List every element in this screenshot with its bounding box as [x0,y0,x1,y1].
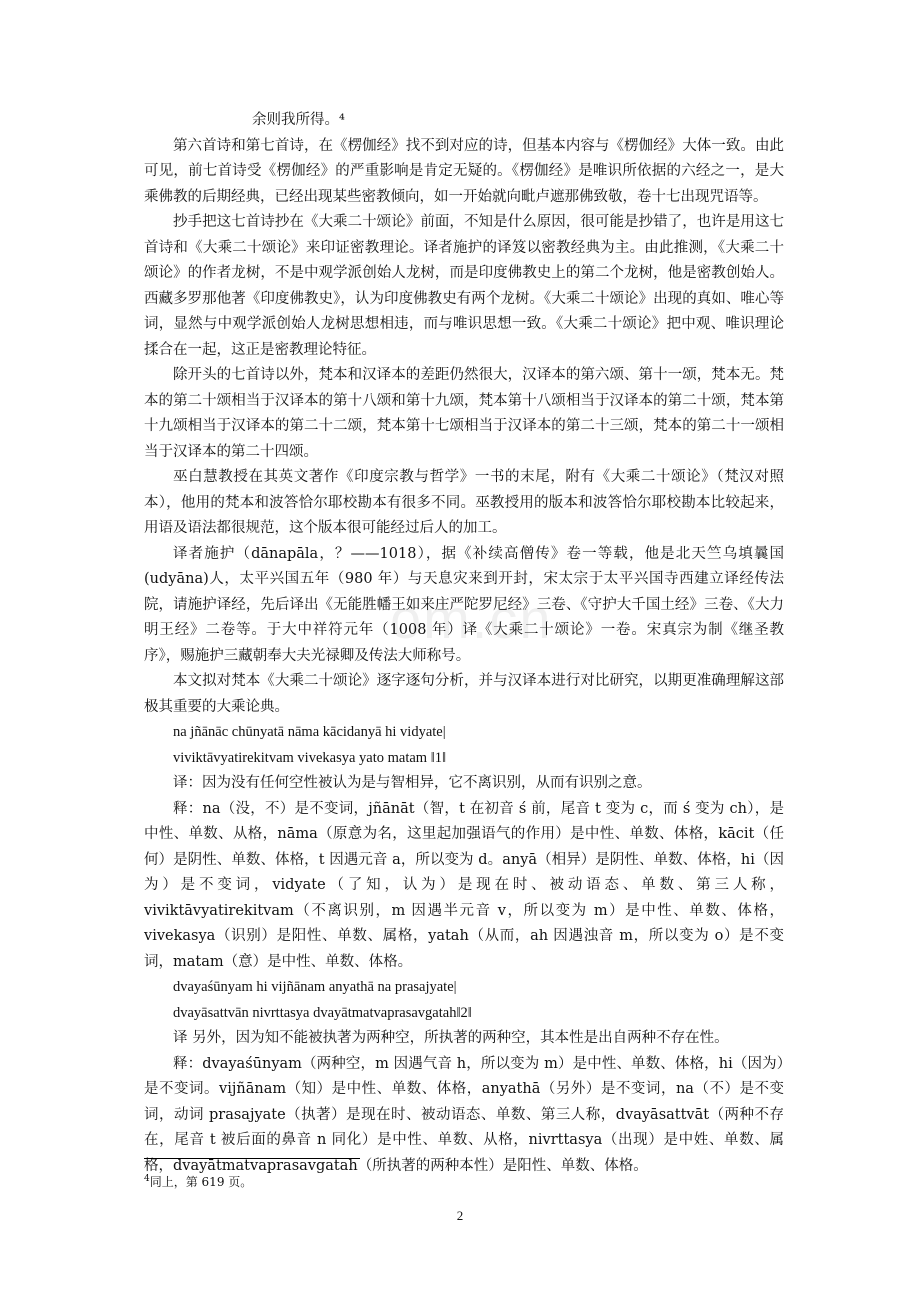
quote-line: 余则我所得。⁴ [252,112,345,128]
explanation-paragraph: 释：dvayaśūnyam（两种空，m 因遇气音 h，所以变为 m）是中性、单数、体格，hi（因为）是不变词。vijñānam（知）是中性、单数、体格，anyathā（另外）是不变词，na（不）是不变词，动词 prasajyate（执著）是现在时、被动语态、单数、第三人称，dvayāsattvāt（两种不存在，尾音 t 被后面的鼻音 n 同化）是中性、单数、从格，nivrttasya（出现）是中姓、单数、属格，dvayātmatvaprasavgatah（所执著的两种本性）是阳性、单数、体格。 [144,1055,784,1174]
footnote-separator [144,1158,360,1159]
paragraph: 译者施护（dānapāla，？——1018），据《补续高僧传》卷一等载，他是北天竺乌填曩国(udyāna)人，太平兴国五年（980 年）与天息灾来到开封，宋太宗于太平兴国寺西建立译经传法院，请施护译经，先后译出《无能胜幡王如来庄严陀罗尼经》三卷、《守护大千国土经》三卷、《大力明王经》二卷等。于大中祥符元年（1008 年）译《大乘二十颂论》一卷。宋真宗为制《继圣教序》，赐施护三藏朝奉大夫光禄卿及传法大师称号。 [144,545,784,664]
footnote-marker: 4 [144,1174,150,1184]
paragraph: 第六首诗和第七首诗，在《楞伽经》找不到对应的诗，但基本内容与《楞伽经》大体一致。由此可见，前七首诗受《楞伽经》的严重影响是肯定无疑的。《楞伽经》是唯识所依据的六经之一，是大乘佛教的后期经典，已经出现某些密教倾向，如一开始就向毗卢遮那佛致敬，卷十七出现咒语等。 [144,137,784,205]
paragraph: 除开头的七首诗以外，梵本和汉译本的差距仍然很大，汉译本的第六颂、第十一颂，梵本无。梵本的第二十颂相当于汉译本的第十八颂和第十九颂，梵本第十八颂相当于汉译本的第二十颂，梵本第十九颂相当于汉译本的第二十二颂，梵本第十七颂相当于汉译本的第二十三颂，梵本的第二十一颂相当于汉译本的第二十四颂。 [144,367,784,460]
sanskrit-verse-line: na jñānāc chūnyatā nāma kācidanyā hi vidyate| [173,724,446,740]
sanskrit-verse-line: dvayaśūnyam hi vijñānam anyathā na prasajyate| [173,979,457,995]
sanskrit-verse-line: viviktāvyatirekitvam vivekasya yato matam ‖1‖ [173,749,447,766]
explanation-paragraph: 释：na（没，不）是不变词，jñānāt（智，t 在初音 ś 前，尾音 t 变为 c，而 ś 变为 ch），是中性、单数、从格，nāma（原意为名，这里起加强语气的作用）是中性、单数、体格，kācit（任何）是阴性、单数、体格，t 因遇元音 a，所以变为 d。anyā（相异）是阴性、单数、体格，hi（因为）是不变词，vidyate（了知，认为）是现在时、被动语态、单数、第三人称，viviktāvyatirekitvam（不离识别，m 因遇半元音 v，所以变为 m）是中性、单数、体格，vivekasya（识别）是阳性、单数、属格，yatah（从而，ah 因遇浊音 m，所以变为 o）是不变词，matam（意）是中性、单数、体格。 [144,800,784,970]
watermark: om.cn [390,587,553,650]
paragraph: 巫白慧教授在其英文著作《印度宗教与哲学》一书的末尾，附有《大乘二十颂论》（梵汉对照本），他用的梵本和波答恰尔耶校勘本有很多不同。巫教授用的版本和波答恰尔耶校勘本比较起来，用语及语法都很规范，这个版本很可能经过后人的加工。 [144,469,784,536]
footnote-text: 同上，第 619 页。 [149,1175,253,1189]
footnote [144,1170,252,1191]
sanskrit-verse-line: dvayāsattvān nivrttasya dvayātmatvaprasavgatah‖2‖ [173,1004,472,1021]
translation-paragraph: 译 另外，因为知不能被执著为两种空，所执著的两种空，其本性是出自两种不存在性。 [173,1030,729,1046]
paragraph: 抄手把这七首诗抄在《大乘二十颂论》前面，不知是什么原因，很可能是抄错了，也许是用这七首诗和《大乘二十颂论》来印证密教理论。译者施护的译笈以密教经典为主。由此推测，《大乘二十颂论》的作者龙树，不是中观学派创始人龙树，而是印度佛教史上的第二个龙树，他是密教创始人。西藏多罗那他著《印度佛教史》，认为印度佛教史有两个龙树。《大乘二十颂论》出现的真如、唯心等词，显然与中观学派创始人龙树思想相违，而与唯识思想一致。《大乘二十颂论》把中观、唯识理论揉合在一起，这正是密教理论特征。 [144,214,784,358]
translation-paragraph: 译：因为没有任何空性被认为是与智相异，它不离识别，从而有识别之意。 [173,775,652,791]
body-text [144,108,784,1179]
page-number: 2 [456,1208,464,1223]
paragraph: 本文拟对梵本《大乘二十颂论》逐字逐句分析，并与汉译本进行对比研究，以期更准确理解这部极其重要的大乘论典。 [144,673,784,715]
